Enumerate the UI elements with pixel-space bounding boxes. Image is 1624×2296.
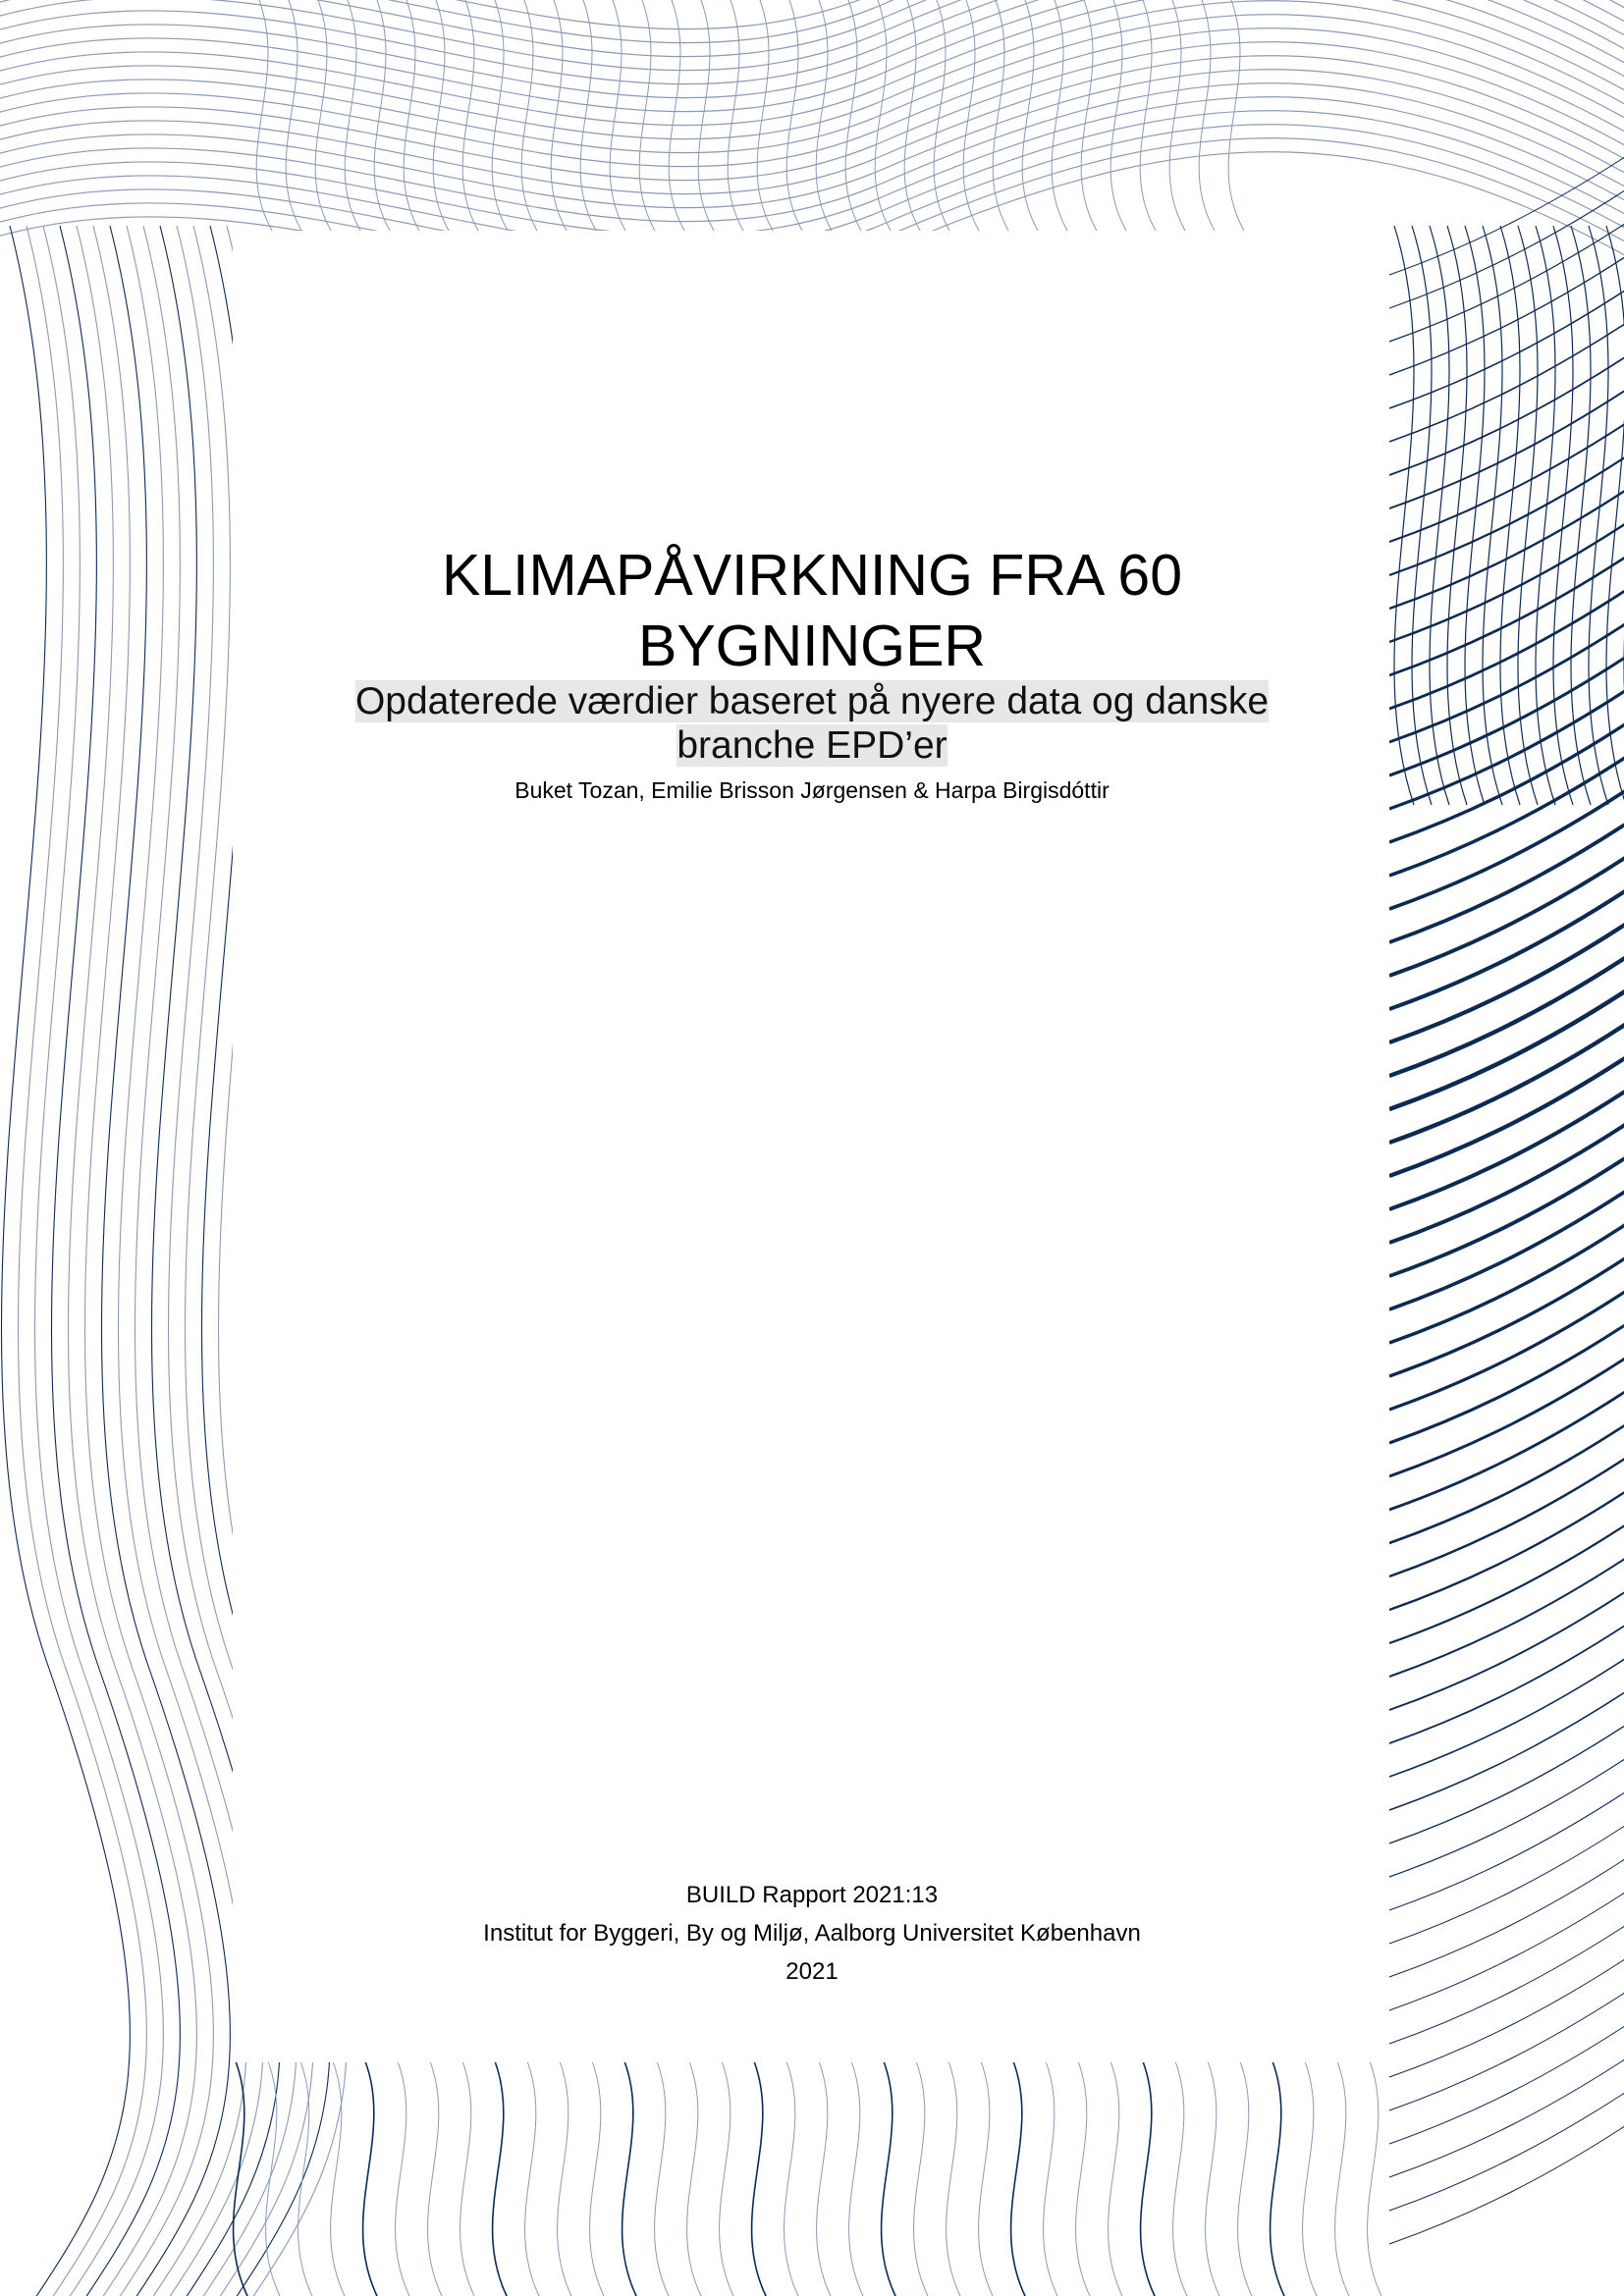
wave-line [0, 42, 1624, 181]
wave-line [0, 83, 1624, 222]
wave-line [1080, 0, 1100, 236]
wave-line [609, 0, 628, 236]
wave-line [1389, 1215, 1624, 1343]
wave-line [1389, 1349, 1624, 1476]
wave-line [1389, 1649, 1624, 1777]
wave-line [0, 0, 1624, 43]
report-year: 2021 [785, 1958, 839, 1985]
wave-line [720, 2061, 736, 2296]
wave-line [785, 0, 805, 236]
wave-line [1076, 2061, 1093, 2296]
wave-line [1227, 0, 1247, 236]
wave-line [1389, 1682, 1624, 1810]
wave-line [0, 15, 1624, 153]
institution-name: Institut for Byggeri, By og Miljø, Aalborg Universitet København [483, 1920, 1141, 1947]
wave-line [1389, 1516, 1624, 1643]
wave-line [697, 0, 717, 236]
report-subtitle-line-1 [0, 679, 1624, 724]
wave-line [0, 1, 1624, 139]
wave-line [1389, 1582, 1624, 1710]
wave-line [1389, 1315, 1624, 1443]
wave-line [1238, 2061, 1255, 2296]
report-title-line-2: BYGNINGER [637, 614, 987, 678]
wave-line [1389, 1382, 1624, 1510]
wave-line [655, 2061, 672, 2296]
wave-line [0, 70, 1624, 208]
wave-line [1389, 2016, 1624, 2144]
wave-line [638, 0, 658, 236]
wave-line [817, 2061, 834, 2296]
wave-line [558, 2061, 574, 2296]
wave-line [1389, 147, 1624, 275]
wave-line [460, 2061, 477, 2296]
wave-line [1110, 0, 1129, 236]
wave-line [1389, 1482, 1624, 1610]
wave-line [363, 2061, 380, 2296]
wave-line [590, 2061, 607, 2296]
wave-line [0, 97, 1624, 236]
wave-line [1109, 2061, 1125, 2296]
wave-line [1389, 1716, 1624, 1843]
wave-line [1206, 2061, 1222, 2296]
wave-line [1389, 1983, 1624, 2110]
wave-line [992, 0, 1011, 236]
wave-line [525, 2061, 542, 2296]
wave-line [1389, 247, 1624, 375]
wave-line [1044, 2061, 1060, 2296]
wave-line [331, 2061, 348, 2296]
wave-line [756, 0, 776, 236]
wave-line [1303, 2061, 1320, 2296]
wave-line [1389, 2050, 1624, 2177]
subtitle-text-1: Opdaterede værdier baseret på nyere data og danske [354, 680, 1270, 722]
report-subtitle-line-2 [0, 723, 1624, 769]
wave-line [396, 2061, 412, 2296]
wave-line [947, 2061, 963, 2296]
wave-line [1389, 1749, 1624, 1877]
wave-line [815, 0, 835, 236]
wave-line [255, 0, 275, 236]
wave-line [1335, 2061, 1352, 2296]
wave-line [1139, 0, 1159, 236]
subtitle-text-2: branche EPD’er [677, 724, 947, 767]
wave-line [1011, 2061, 1028, 2296]
wave-line [428, 2061, 445, 2296]
wave-line [403, 0, 422, 236]
wave-line [550, 0, 569, 236]
wave-line [298, 2061, 315, 2296]
wave-line [727, 0, 746, 236]
wave-line [1389, 1616, 1624, 1743]
wave-line [0, 0, 1624, 126]
wave-line [0, 28, 1624, 167]
wave-line [285, 0, 304, 236]
wave-line [979, 2061, 996, 2296]
wave-line [687, 2061, 704, 2296]
wave-line [752, 2061, 769, 2296]
wave-line [1141, 2061, 1158, 2296]
wave-line [1389, 281, 1624, 408]
wave-line [1051, 0, 1070, 236]
wave-line [933, 0, 952, 236]
wave-line [882, 2061, 898, 2296]
wave-line [914, 2061, 931, 2296]
cover-panel [233, 231, 1389, 2062]
wave-line [623, 2061, 639, 2296]
wave-line [1368, 2061, 1384, 2296]
wave-line [1021, 0, 1041, 236]
wave-line [1389, 1282, 1624, 1410]
wave-line [373, 0, 393, 236]
wave-line [0, 56, 1624, 194]
wave-line [1389, 2083, 1624, 2211]
wave-line [785, 2061, 801, 2296]
wave-line [1389, 1549, 1624, 1677]
report-title-line-1: KLIMAPÅVIRKNING FRA 60 [441, 543, 1183, 608]
wave-line [962, 0, 982, 236]
wave-line [266, 2061, 283, 2296]
report-number: BUILD Rapport 2021:13 [685, 1882, 939, 1908]
wave-line [520, 0, 540, 236]
wave-line [1389, 1415, 1624, 1543]
wave-line [0, 111, 1624, 249]
wave-line [1173, 2061, 1190, 2296]
report-authors: Buket Tozan, Emilie Brisson Jørgensen & Harpa Birgisdóttir [514, 777, 1110, 803]
wave-line [1389, 347, 1624, 475]
wave-line [1389, 1249, 1624, 1376]
wave-line [314, 0, 334, 236]
wave-line [844, 0, 864, 236]
wave-line [1389, 2116, 1624, 2244]
wave-line [668, 0, 687, 236]
wave-line [461, 0, 481, 236]
wave-line [1198, 0, 1218, 236]
wave-line [1271, 2061, 1287, 2296]
wave-line [493, 2061, 510, 2296]
wave-line [1389, 1449, 1624, 1576]
wave-line [849, 2061, 866, 2296]
wave-line [874, 0, 893, 236]
wave-line [432, 0, 452, 236]
